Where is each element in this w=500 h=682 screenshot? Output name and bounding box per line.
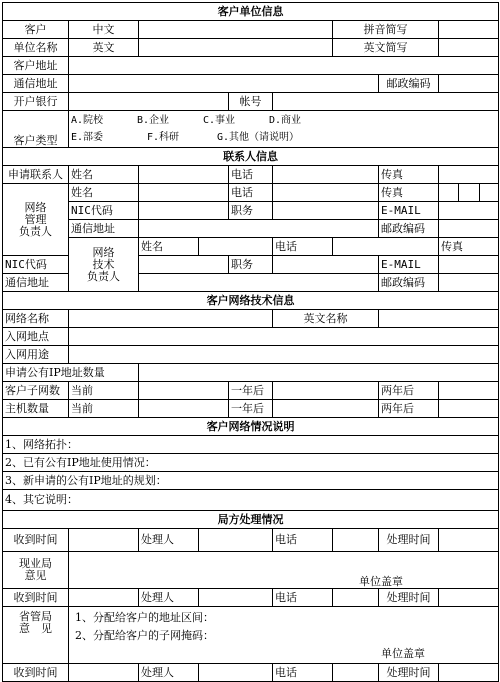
techmgr-postcode-label: 邮政编码 (379, 274, 439, 292)
customer-type-options[interactable] (69, 111, 499, 148)
type-option-a[interactable]: A.院校 (71, 115, 104, 126)
applicant-fax-field[interactable] (439, 166, 499, 184)
situation-topology[interactable]: 1、网络拓扑： (3, 436, 499, 454)
netmgr-nic-field[interactable] (139, 202, 229, 220)
form-table (2, 2, 499, 682)
pinyin-abbr-label: 拼音简写 (333, 21, 439, 39)
techmgr-phone-field[interactable] (333, 238, 439, 256)
prov-phone-label: 电话 (273, 664, 333, 682)
netmgr-address-label: 通信地址 (69, 220, 139, 238)
local2-handler-field[interactable] (199, 589, 273, 607)
techmgr-address-field[interactable] (139, 274, 379, 292)
net-location-label: 入网地点 (3, 328, 69, 346)
section-network-tech: 客户网络技术信息 (3, 292, 499, 310)
net-location-field[interactable] (69, 328, 499, 346)
techmgr-email-label: E-MAIL (379, 256, 439, 274)
applicant-label: 申请联系人 (3, 166, 69, 184)
customer-address-field[interactable] (69, 57, 499, 75)
local-recv-time-label: 收到时间 (3, 529, 69, 552)
netmgr-position-label: 职务 (229, 202, 273, 220)
netmgr-fax-field[interactable] (439, 184, 499, 202)
prov-recv-time-label: 收到时间 (3, 664, 69, 682)
applicant-fax-label: 传真 (379, 166, 439, 184)
english-abbr-label: 英文简写 (333, 39, 439, 57)
netmgr-fax-label: 传真 (379, 184, 439, 202)
netmgr-email-label: E-MAIL (379, 202, 439, 220)
techmgr-address-label: 通信地址 (3, 274, 69, 292)
situation-other[interactable]: 4、其它说明： (3, 490, 499, 511)
techmgr-postcode-field[interactable] (439, 274, 499, 292)
techmgr-phone-label: 电话 (273, 238, 333, 256)
applicant-phone-label: 电话 (229, 166, 273, 184)
techmgr-position-label: 职务 (229, 256, 273, 274)
techmgr-position-field[interactable] (273, 256, 379, 274)
section-processing: 局方处理情况 (3, 511, 499, 529)
postcode-field[interactable] (439, 75, 499, 93)
ip-request-label: 申请公有IP地址数量 (3, 364, 139, 382)
account-label: 帐号 (229, 93, 273, 111)
chinese-label: 中文 (69, 21, 139, 39)
techmgr-fax-label: 传真 (439, 238, 499, 256)
host-count-label: 主机数量 (3, 400, 69, 418)
local-phone-field[interactable] (333, 529, 379, 552)
type-option-d[interactable]: D.商业 (269, 115, 302, 126)
local2-recv-time-field[interactable] (69, 589, 139, 607)
section-network-situation: 客户网络情况说明 (3, 418, 499, 436)
netmgr-postcode-field[interactable] (439, 220, 499, 238)
local-opinion-field[interactable] (69, 552, 499, 589)
local-handler-field[interactable] (199, 529, 273, 552)
net-name-label: 网络名称 (3, 310, 69, 328)
local-opinion-label-2: 意见 (24, 569, 47, 582)
english-abbr-field[interactable] (439, 39, 499, 57)
netmgr-name-field[interactable] (139, 184, 229, 202)
prov-recv-time-field[interactable] (69, 664, 139, 682)
net-english-name-field[interactable] (379, 310, 499, 328)
netmgr-position-field[interactable] (273, 202, 379, 220)
techmgr-name-field[interactable] (199, 238, 273, 256)
local-opinion-label (3, 552, 69, 589)
english-name-field[interactable] (139, 39, 333, 57)
applicant-name-field[interactable] (139, 166, 229, 184)
customer-name-label-1: 客户 (3, 21, 69, 39)
prov-handler-field[interactable] (199, 664, 273, 682)
prov-seal-label: 单位盖章 (381, 647, 425, 660)
prov-address-range: 1、分配给客户的地址区间： (75, 611, 214, 624)
netmgr-email-field[interactable] (439, 202, 499, 220)
net-manager-label-2: 管理 (24, 212, 47, 226)
net-name-field[interactable] (69, 310, 273, 328)
type-option-f[interactable]: F.科研 (147, 132, 180, 143)
situation-new-ip-plan[interactable]: 3、新申请的公有IP地址的规划： (3, 472, 499, 490)
host-two-years-field[interactable] (439, 400, 499, 418)
local-recv-time-field[interactable] (69, 529, 139, 552)
local-seal-label: 单位盖章 (359, 575, 403, 588)
prov-phone-field[interactable] (333, 664, 379, 682)
customer-address-label: 客户地址 (3, 57, 69, 75)
prov-handler-label: 处理人 (139, 664, 199, 682)
netmgr-name-label: 姓名 (69, 184, 139, 202)
net-english-name-label: 英文名称 (273, 310, 379, 328)
local-handle-time-field[interactable] (439, 529, 499, 552)
ip-request-field[interactable] (139, 364, 499, 382)
applicant-name-label: 姓名 (69, 166, 139, 184)
subnet-one-year-label: 一年后 (229, 382, 273, 400)
host-one-year-label: 一年后 (229, 400, 273, 418)
bank-field[interactable] (69, 93, 229, 111)
account-field[interactable] (273, 93, 499, 111)
host-two-years-label: 两年后 (379, 400, 439, 418)
type-option-g[interactable]: G.其他（请说明） (217, 132, 300, 143)
prov-subnet-mask: 2、分配给客户的子网掩码： (75, 629, 214, 642)
situation-existing-ip[interactable]: 2、已有公有IP地址使用情况： (3, 454, 499, 472)
net-manager-label (3, 184, 69, 256)
netmgr-address-field[interactable] (139, 220, 379, 238)
local2-handler-label: 处理人 (139, 589, 199, 607)
local2-phone-field[interactable] (333, 589, 379, 607)
net-purpose-field[interactable] (69, 346, 499, 364)
host-current-label: 当前 (69, 400, 139, 418)
techmgr-nic-label: NIC代码 (3, 256, 69, 274)
local-handle-time-label: 处理时间 (379, 529, 439, 552)
netmgr-nic-label: NIC代码 (69, 202, 139, 220)
netmgr-phone-field[interactable] (273, 184, 379, 202)
host-one-year-field[interactable] (273, 400, 379, 418)
netmgr-phone-label: 电话 (229, 184, 273, 202)
prov-handle-time-field[interactable] (439, 664, 499, 682)
prov-opinion-label-1: 省管局 (19, 610, 52, 623)
host-current-field[interactable] (139, 400, 229, 418)
local-phone-label: 电话 (273, 529, 333, 552)
customer-name-label-2: 单位名称 (3, 39, 69, 57)
prov-opinion-label (3, 607, 69, 664)
chinese-name-field[interactable] (139, 21, 333, 39)
fax-box[interactable] (479, 184, 498, 201)
mail-address-label: 通信地址 (3, 75, 69, 93)
netmgr-postcode-label: 邮政编码 (379, 220, 439, 238)
net-manager-label-3: 负责人 (19, 224, 52, 238)
net-purpose-label: 入网用途 (3, 346, 69, 364)
subnet-two-years-label: 两年后 (379, 382, 439, 400)
local2-handle-time-label: 处理时间 (379, 589, 439, 607)
type-option-b[interactable]: B.企业 (137, 115, 170, 126)
english-label: 英文 (69, 39, 139, 57)
fax-box[interactable] (439, 184, 458, 201)
techmgr-nic-field[interactable] (139, 256, 229, 274)
tech-manager-label-2: 技术 (92, 257, 115, 271)
subnet-two-years-field[interactable] (439, 382, 499, 400)
netmgr-fax-boxes (439, 184, 498, 201)
pinyin-abbr-field[interactable] (439, 21, 499, 39)
subnet-one-year-field[interactable] (273, 382, 379, 400)
applicant-phone-field[interactable] (273, 166, 379, 184)
subnet-current-label: 当前 (69, 382, 139, 400)
local-handler-label: 处理人 (139, 529, 199, 552)
fax-box[interactable] (458, 184, 479, 201)
customer-type-label: 客户类型 (3, 111, 69, 148)
prov-opinion-field[interactable] (69, 607, 499, 664)
type-option-e[interactable]: E.部委 (71, 132, 104, 143)
subnet-count-label: 客户子网数 (3, 382, 69, 400)
techmgr-name-label: 姓名 (139, 238, 199, 256)
type-option-c[interactable]: C.事业 (203, 115, 236, 126)
techmgr-email-field[interactable] (439, 256, 499, 274)
tech-manager-label (69, 238, 139, 292)
tech-manager-label-1: 网络 (92, 245, 115, 259)
local2-recv-time-label: 收到时间 (3, 589, 69, 607)
net-manager-label-1: 网络 (24, 200, 47, 214)
section-customer-info: 客户单位信息 (3, 3, 499, 21)
bank-label: 开户银行 (3, 93, 69, 111)
prov-opinion-label-2: 意 见 (19, 622, 52, 635)
tech-manager-label-3: 负责人 (87, 269, 120, 283)
local2-phone-label: 电话 (273, 589, 333, 607)
prov-handle-time-label: 处理时间 (379, 664, 439, 682)
postcode-label: 邮政编码 (379, 75, 439, 93)
mail-address-field[interactable] (69, 75, 379, 93)
local-opinion-label-1: 现业局 (19, 557, 52, 570)
local2-handle-time-field[interactable] (439, 589, 499, 607)
section-contacts: 联系人信息 (3, 148, 499, 166)
subnet-current-field[interactable] (139, 382, 229, 400)
